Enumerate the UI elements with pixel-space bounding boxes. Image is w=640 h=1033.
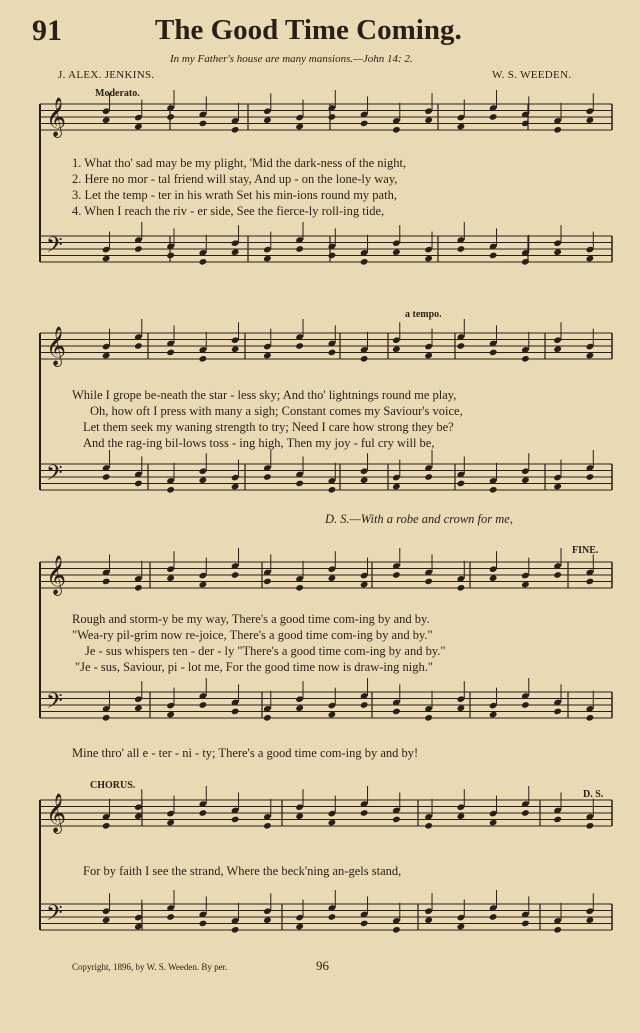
system-4-treble-note [263,822,272,830]
system-2-treble-note [328,349,337,357]
system-3-bass-note [263,714,272,722]
fine-marking: FINE. [572,545,599,556]
system-4-treble-note [199,809,208,817]
copyright-notice: Copyright, 1896, by W. S. Weeden. By per. [72,962,228,972]
system-2-bass-note [424,473,433,481]
system-1-bass-clef-icon: 𝄢 [46,233,63,263]
system-2-bass-note [521,476,530,484]
system-3-bass-clef-icon: 𝄢 [46,689,63,719]
system-1-bass-note [134,245,143,253]
system-1-treble-note [424,116,433,124]
system-4-treble-note [392,816,401,824]
verse-1-line-3: Rough and storm-y be my way, There's a good time com-ing by and by. [72,612,430,626]
system-3-treble-note [328,574,337,582]
scripture-reference: In my Father's house are many mansions.—John 14: 2. [170,53,413,65]
system-4-bass-note [586,916,595,924]
verse-4-line-1: 4. When I reach the riv - er side, See the fierce-ly roll-ing tide, [72,204,385,218]
verse-2-line-2: Oh, how oft I press with many a sigh; Constant comes my Saviour's voice, [90,404,463,418]
system-4-treble-note [457,812,466,820]
system-4-bass-note [553,926,562,934]
verse-1-line-2: While I grope be-neath the star - less sky; And tho' lightnings round me play, [72,388,457,402]
system-3-bass-note [199,701,208,709]
system-3-bass-note [392,708,401,716]
system-2-treble-note [295,342,304,350]
system-3-bass-note [231,708,240,716]
verse-2-line-3: "Wea-ry pil-grim now re-joice, There's a good time com-ing by and by." [72,628,433,642]
system-4-bass-clef-icon: 𝄢 [46,901,63,931]
system-4-treble-note [360,809,369,817]
system-3-bass-note [457,704,466,712]
hymn-title: The Good Time Coming. [155,14,462,46]
system-1-bass-note [360,258,369,266]
system-3-treble-note [457,584,466,592]
system-2-bass-note [489,486,498,494]
system-4-bass-note [231,926,240,934]
chorus-lyric-line: For by faith I see the strand, Where the beck'ning an-gels stand, [83,864,402,878]
system-3-treble-note [134,584,143,592]
system-3-treble-note [553,571,562,579]
system-2-treble-clef-icon: 𝄞 [46,326,67,366]
system-1-bass-note [392,248,401,256]
system-4-treble-note [102,822,111,830]
verse-4-line-2: And the rag-ing bil-lows toss - ing high, Then my joy - ful cry will be, [83,436,435,450]
words-credit: J. ALEX. JENKINS. [58,69,155,81]
system-3-bass-note [521,701,530,709]
system-1-treble-note [102,116,111,124]
system-3-treble-note [263,578,272,586]
system-1-bass-note [199,258,208,266]
verse-2-line-1: 2. Here no mor - tal friend will stay, And up - on the lone-ly way, [72,172,398,186]
system-1-bass-note [231,248,240,256]
music-credit: W. S. WEEDEN. [492,69,572,81]
system-2-treble-note [199,355,208,363]
system-2-bass-note [295,480,304,488]
system-3-bass-note [586,714,595,722]
system-1-treble-note [360,120,369,128]
system-3-treble-note [166,574,175,582]
system-2-bass-note [199,476,208,484]
system-2-treble-note [166,349,175,357]
ds-marking: D. S. [583,789,604,800]
system-2-treble-note [553,345,562,353]
system-3-treble-note [102,578,111,586]
system-4-bass-note [489,913,498,921]
system-4-treble-clef-icon: 𝄞 [46,793,67,833]
system-2-bass-note [134,480,143,488]
ds-refrain-line: Mine thro' all e - ter - ni - ty; There's a good time com-ing by and by! [72,746,419,760]
system-2-treble-note [521,355,530,363]
system-4-bass-note [328,913,337,921]
system-2-treble-note [392,345,401,353]
verse-1-line-1: 1. What tho' sad may be my plight, 'Mid the dark-ness of the night, [72,156,407,170]
system-2-treble-note [457,342,466,350]
system-2-bass-note [328,486,337,494]
system-4-bass-note [424,916,433,924]
system-3-bass-note [424,714,433,722]
system-1-bass-note [295,245,304,253]
system-4-bass-note [521,920,530,928]
verse-3-line-2: Let them seek my waning strength to try; Need I care how strong they be? [83,420,454,434]
verse-3-line-3: Je - sus whispers ten - der - ly "There's a good time com-ing by and by." [85,644,446,658]
hymn-number: 91 [32,14,62,47]
system-4-bass-note [392,926,401,934]
system-1-bass-note [328,252,337,260]
system-3-bass-note [295,704,304,712]
system-1-treble-note [328,113,337,121]
system-1-treble-note [489,113,498,121]
system-1-treble-note [586,116,595,124]
system-4-bass-note [166,913,175,921]
system-2-bass-clef-icon: 𝄢 [46,461,63,491]
system-1-bass-note [553,248,562,256]
ds-lyric-line: D. S.—With a robe and crown for me, [325,512,513,526]
system-1-bass-note [457,245,466,253]
tempo-marking: Moderato. [95,88,140,99]
system-3-treble-clef-icon: 𝄞 [46,555,67,595]
system-2-bass-note [360,476,369,484]
system-1-treble-note [199,120,208,128]
system-3-bass-note [360,701,369,709]
system-1-treble-clef-icon: 𝄞 [46,97,67,137]
system-4-bass-note [102,916,111,924]
system-4-bass-note [199,920,208,928]
a-tempo-marking: a tempo. [405,309,442,320]
system-3-treble-note [295,584,304,592]
system-4-treble-note [424,822,433,830]
system-4-treble-note [134,812,143,820]
system-2-treble-note [231,345,240,353]
system-2-bass-note [586,473,595,481]
system-2-treble-note [360,355,369,363]
chorus-marking: CHORUS. [90,780,136,791]
system-2-bass-note [102,473,111,481]
system-3-treble-note [489,574,498,582]
system-2-bass-note [263,473,272,481]
system-4-treble-note [295,812,304,820]
system-4-treble-note [553,816,562,824]
system-3-bass-note [553,708,562,716]
system-1-treble-note [392,126,401,134]
system-2-treble-note [489,349,498,357]
verse-3-line-1: 3. Let the temp - ter in his wrath Set his min-ions round my path, [72,188,397,202]
system-1-treble-note [263,116,272,124]
page-number: 96 [316,958,329,973]
system-1-treble-note [166,113,175,121]
system-4-treble-note [586,822,595,830]
system-1-bass-note [489,252,498,260]
system-4-treble-note [521,809,530,817]
system-4-bass-note [263,916,272,924]
system-1-treble-note [553,126,562,134]
system-4-treble-note [231,816,240,824]
system-3-bass-note [102,714,111,722]
system-3-treble-note [231,571,240,579]
system-1-bass-note [166,252,175,260]
system-1-treble-note [231,126,240,134]
system-2-treble-note [134,342,143,350]
system-2-bass-note [166,486,175,494]
system-4-bass-note [360,920,369,928]
system-3-bass-note [134,704,143,712]
system-2-bass-note [457,480,466,488]
verse-4-line-3: "Je - sus, Saviour, pi - lot me, For the good time now is draw-ing nigh." [75,660,433,674]
system-3-treble-note [392,571,401,579]
system-3-treble-note [586,578,595,586]
system-3-treble-note [424,578,433,586]
